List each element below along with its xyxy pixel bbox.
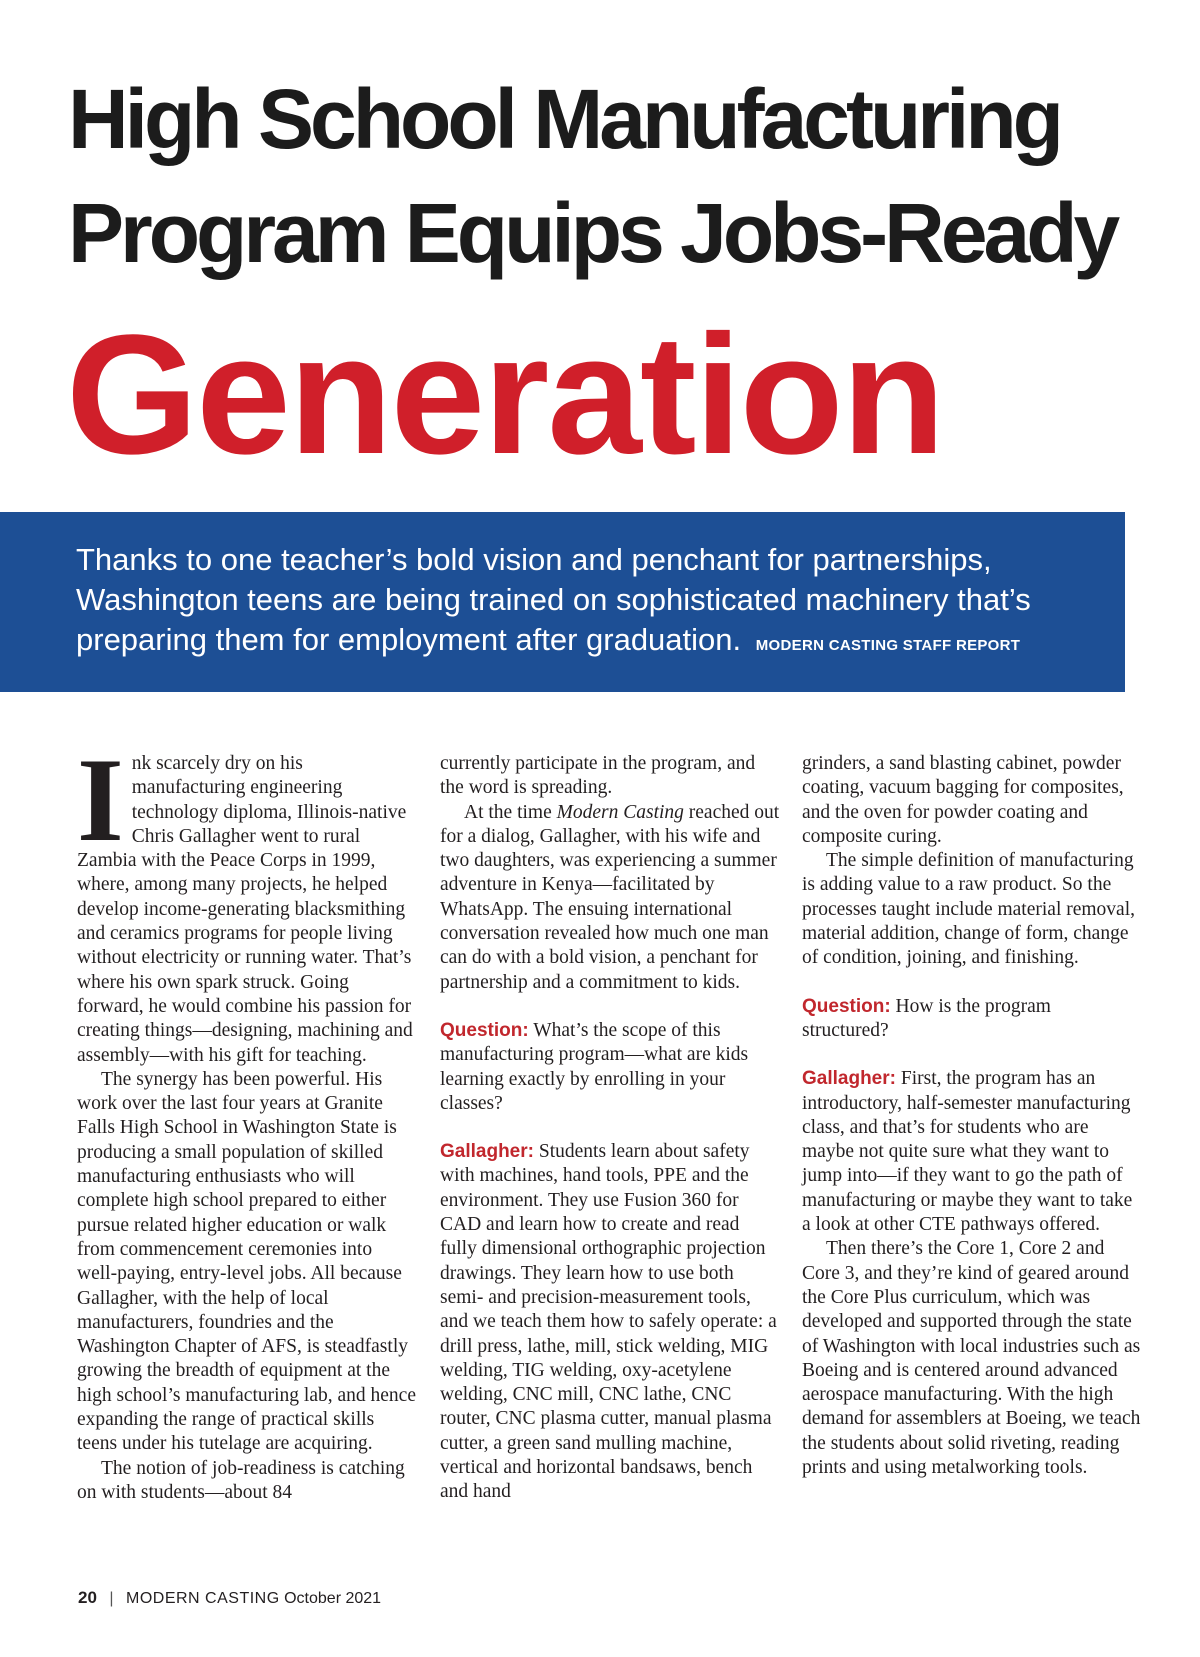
question-label: Question:	[802, 995, 891, 1017]
question	[802, 995, 1142, 1044]
headline	[68, 62, 1116, 290]
drop-cap: I	[77, 733, 124, 866]
paragraph: Then there’s the Core 1, Core 2 and Core 3, and they’re kind of geared around the Core Plus curriculum, which was developed and supported through the state of Washington with local industries such as Boeing and is centered around advanced aerospace manufacturing. With the high demand for assemblers at Boeing, we teach the students about solid riveting, reading prints and using metalworking tools.	[802, 1238, 1141, 1479]
headline-line-1: High School Manufacturing	[68, 72, 1060, 166]
publication-name: Modern Casting	[556, 801, 684, 823]
paragraph: currently participate in the program, and the word is spreading.	[440, 753, 756, 799]
answer-text: Students learn about safety with machines, hand tools, PPE and the environment. They use Fusion 360 for CAD and learn how to create and read fully dimensional orthographic projection drawings. They learn how to use both semi- and precision-measurement tools, and we teach them how to safely operate: a drill press, lathe, mill, stick welding, MIG welding, TIG welding, oxy-acetylene welding, CNC mill, CNC lathe, CNC router, CNC plasma cutter, manual plasma cutter, a green sand mulling machine, vertical and horizontal bandsaws, bench and hand	[440, 1141, 777, 1503]
paragraph: The synergy has been powerful. His work over the last four years at Granite Falls High School in Washington State is producing a small population of skilled manufacturing enthusiasts who will complete high school prepared to either pursue related higher education or walk from commencement ceremonies into well-paying, entry-level jobs. All because Gallagher, with the help of local manufacturers, foundries and the Washington Chapter of AFS, is steadfastly growing the breadth of equipment at the high school’s manufacturing lab, and hence expanding the range of practical skills teens under his tutelage are acquiring.	[77, 1068, 416, 1455]
headline-emphasis: Generation	[66, 300, 944, 490]
question-text: How is the program structured?	[802, 995, 1051, 1041]
paragraph: The simple definition of manufacturing is adding value to a raw product. So the processes taught include material removal, material addition, change of form, change of condition, joining, and finishing.	[802, 850, 1136, 969]
page-footer	[78, 1588, 381, 1608]
deck-text: Thanks to one teacher’s bold vision and penchant for partnerships, Washington teens are being trained on sophisticated machinery that’s preparing them for employment after graduation.	[76, 542, 1031, 657]
paragraph: grinders, a sand blasting cabinet, powder coating, vacuum bagging for composites, and the oven for powder coating and composite curing.	[802, 753, 1124, 847]
question	[440, 1019, 780, 1116]
question-text: What’s the scope of this manufacturing program—what are kids learning exactly by enrolling in your classes?	[440, 1019, 749, 1114]
answer	[440, 1140, 780, 1504]
footer-separator: |	[109, 1590, 114, 1607]
article-column-1	[77, 733, 417, 1505]
paragraph	[77, 733, 417, 1068]
paragraph	[440, 801, 780, 995]
answer-label: Gallagher:	[802, 1068, 896, 1090]
paragraph-text: At the time	[464, 801, 557, 823]
page-number: 20	[78, 1588, 97, 1607]
answer	[802, 1067, 1142, 1237]
paragraph-text: reached out for a dialog, Gallagher, with his wife and two daughters, was experiencing a summer adventure in Kenya—facilitated by WhatsApp. The ensuing international conversation revealed how much one man can do with a bold vision, a penchant for partnership and a commitment to kids.	[440, 801, 780, 993]
magazine-name: MODERN CASTING	[125, 1590, 280, 1607]
byline: MODERN CASTING STAFF REPORT	[755, 637, 1021, 654]
paragraph: The notion of job-readiness is catching on with students—about 84	[77, 1457, 405, 1503]
question-label: Question:	[440, 1019, 529, 1041]
issue-date: October 2021	[284, 1590, 382, 1607]
paragraph-text: nk scarcely dry on his manufacturing engineering technology diploma, Illinois-native Chris Gallagher went to rural Zambia with the Peace Corps in 1999, where, among many projects, he helped develop income-generating blacksmithing and ceramics programs for people living without electricity or running water. That’s where his own spark struck. Going forward, he would combine his passion for creating things—designing, machining and assembly—with his gift for teaching.	[77, 753, 413, 1066]
article-column-2	[440, 752, 780, 1505]
article-column-3	[802, 752, 1142, 1480]
deck	[76, 540, 1096, 666]
answer-label: Gallagher:	[440, 1141, 534, 1163]
answer-text: First, the program has an introductory, half-semester manufacturing class, and that’s for students who are maybe not quite sure what they want to jump into—if they want to go the path of manufacturing or maybe they want to take a look at other CTE pathways offered.	[802, 1068, 1133, 1236]
headline-line-2: Program Equips Jobs-Ready	[68, 186, 1117, 280]
